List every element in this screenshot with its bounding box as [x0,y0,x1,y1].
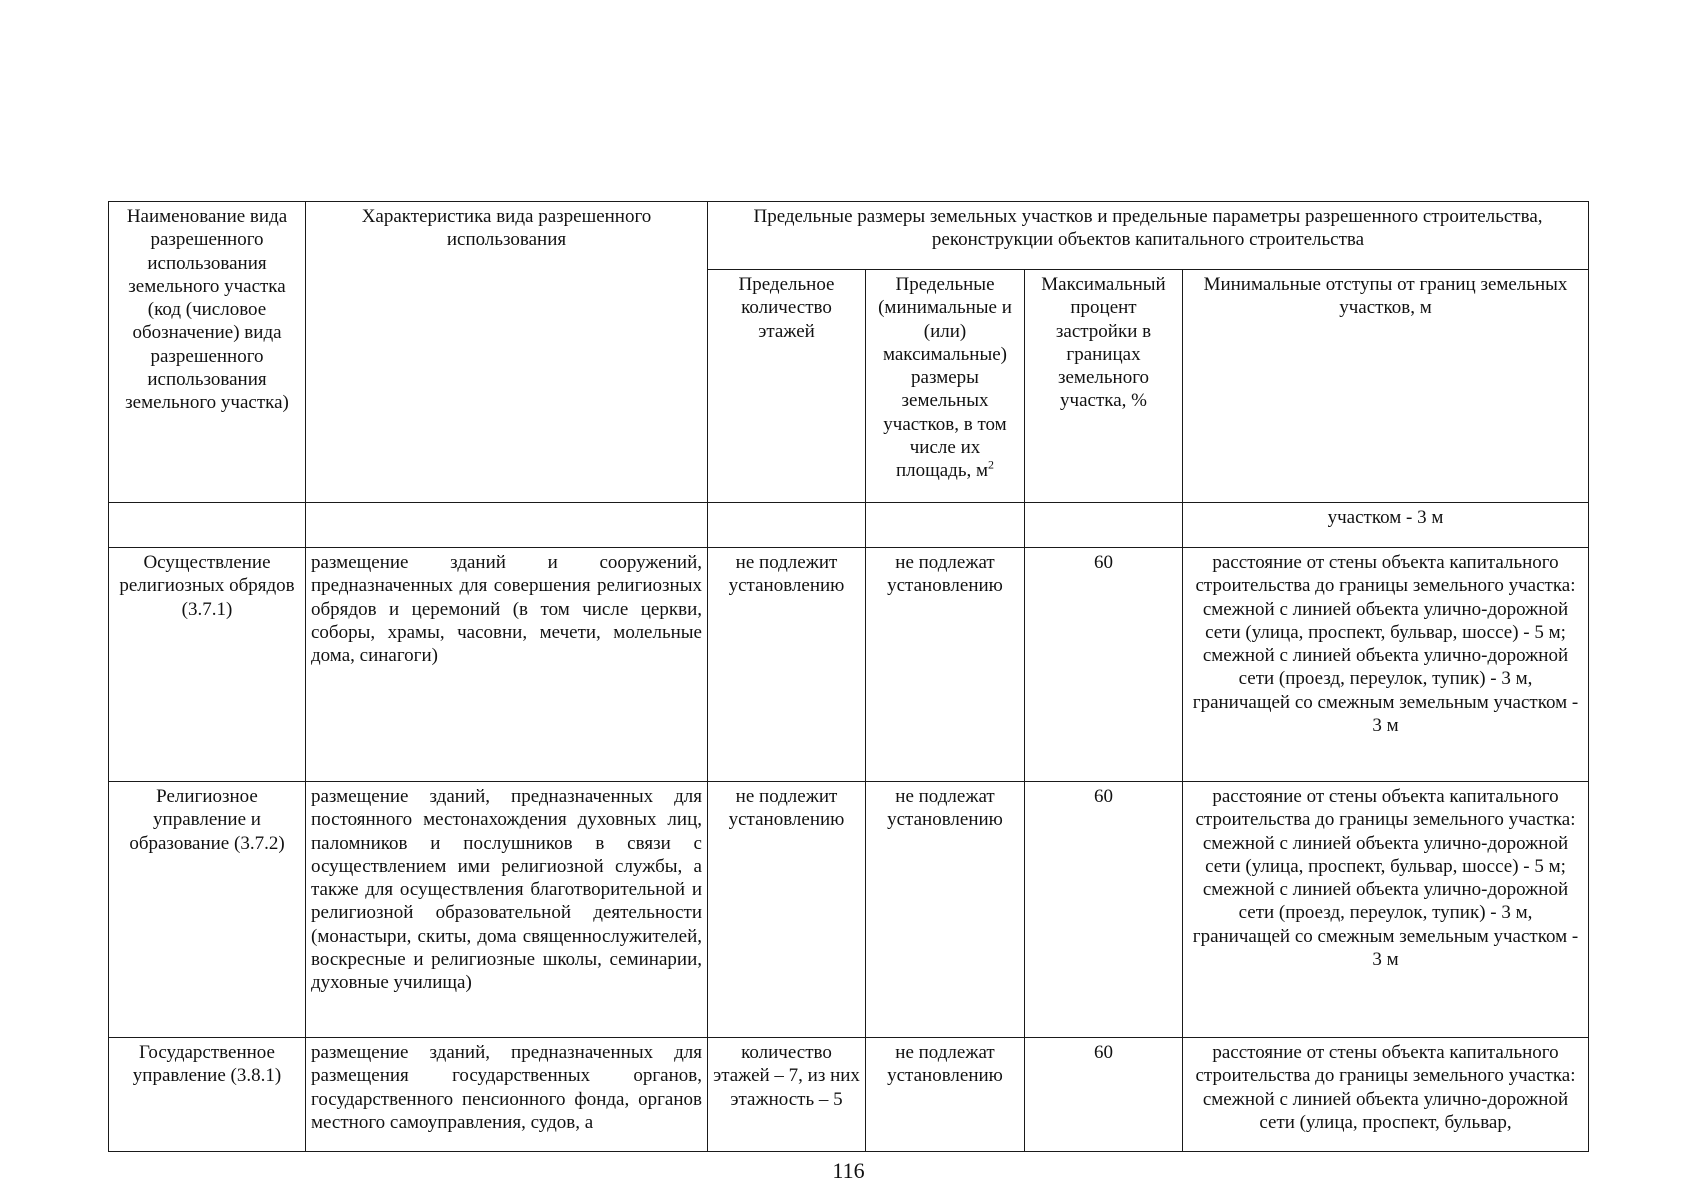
cell-floors: не подлежит установлению [708,548,866,782]
cell-plot-size [866,503,1025,548]
table-row [109,503,1589,548]
header-name: Наименование вида разрешенного использования земельного участка (код (числовое обозначение) вида разрешенного использования земельного участка) [109,202,306,503]
header-floors: Предельное количество этажей [708,270,866,503]
table-row [109,548,1589,782]
cell-coverage [1025,503,1183,548]
cell-name: Религиозное управление и образование (3.7.2) [109,782,306,1038]
header-setbacks: Минимальные отступы от границ земельных участков, м [1183,270,1589,503]
cell-characteristic: размещение зданий, предназначенных для размещения государственных органов, государственного пенсионного фонда, органов местного самоуправления, судов, а [306,1038,708,1152]
cell-coverage: 60 [1025,548,1183,782]
header-plot-size-sup: 2 [988,458,995,473]
cell-characteristic: размещение зданий, предназначенных для постоянного местонахождения духовных лиц, паломников и послушников в связи с осуществлением ими религиозной службы, а также для осуществления благотворительной и религиозной образовательной деятельности (монастыри, скиты, дома священнослужителей, воскресные и религиозные школы, семинарии, духовные училища) [306,782,708,1038]
page-number: 116 [832,1158,865,1183]
header-plot-size-text: Предельные (минимальные и (или) максимальные) размеры земельных участков, в том числе их площадь, м [878,274,1012,482]
cell-plot-size: не подлежат установлению [866,548,1025,782]
header-plot-size [866,270,1025,503]
land-use-table [108,201,1589,1152]
cell-name: Государственное управление (3.8.1) [109,1038,306,1152]
header-characteristic: Характеристика вида разрешенного использования [306,202,708,503]
table-row [109,782,1589,1038]
header-limits-group: Предельные размеры земельных участков и предельные параметры разрешенного строительства, реконструкции объектов капитального строительства [708,202,1589,270]
cell-characteristic [306,503,708,548]
cell-floors [708,503,866,548]
cell-setbacks: участком - 3 м [1183,503,1589,548]
cell-floors: не подлежит установлению [708,782,866,1038]
cell-setbacks: расстояние от стены объекта капитального строительства до границы земельного участка: смежной с линией объекта улично-дорожной сети (улица, проспект, бульвар, [1183,1038,1589,1152]
cell-coverage: 60 [1025,782,1183,1038]
cell-plot-size: не подлежат установлению [866,782,1025,1038]
cell-name: Осуществление религиозных обрядов (3.7.1) [109,548,306,782]
cell-setbacks: расстояние от стены объекта капитального строительства до границы земельного участка: смежной с линией объекта улично-дорожной сети (улица, проспект, бульвар, шоссе) - 5 м; смежной с линией объекта улично-дорожной сети (проезд, переулок, тупик) - 3 м, граничащей со смежным земельным участком - 3 м [1183,782,1589,1038]
header-row [109,202,1589,270]
cell-plot-size: не подлежат установлению [866,1038,1025,1152]
cell-coverage: 60 [1025,1038,1183,1152]
cell-characteristic: размещение зданий и сооружений, предназначенных для совершения религиозных обрядов и церемоний (в том числе церкви, соборы, храмы, часовни, мечети, молельные дома, синагоги) [306,548,708,782]
cell-floors: количество этажей – 7, из них этажность – 5 [708,1038,866,1152]
cell-setbacks: расстояние от стены объекта капитального строительства до границы земельного участка: смежной с линией объекта улично-дорожной сети (улица, проспект, бульвар, шоссе) - 5 м; смежной с линией объекта улично-дорожной сети (проезд, переулок, тупик) - 3 м, граничащей со смежным земельным участком - 3 м [1183,548,1589,782]
cell-name [109,503,306,548]
header-coverage: Максимальный процент застройки в границах земельного участка, % [1025,270,1183,503]
table-row [109,1038,1589,1152]
